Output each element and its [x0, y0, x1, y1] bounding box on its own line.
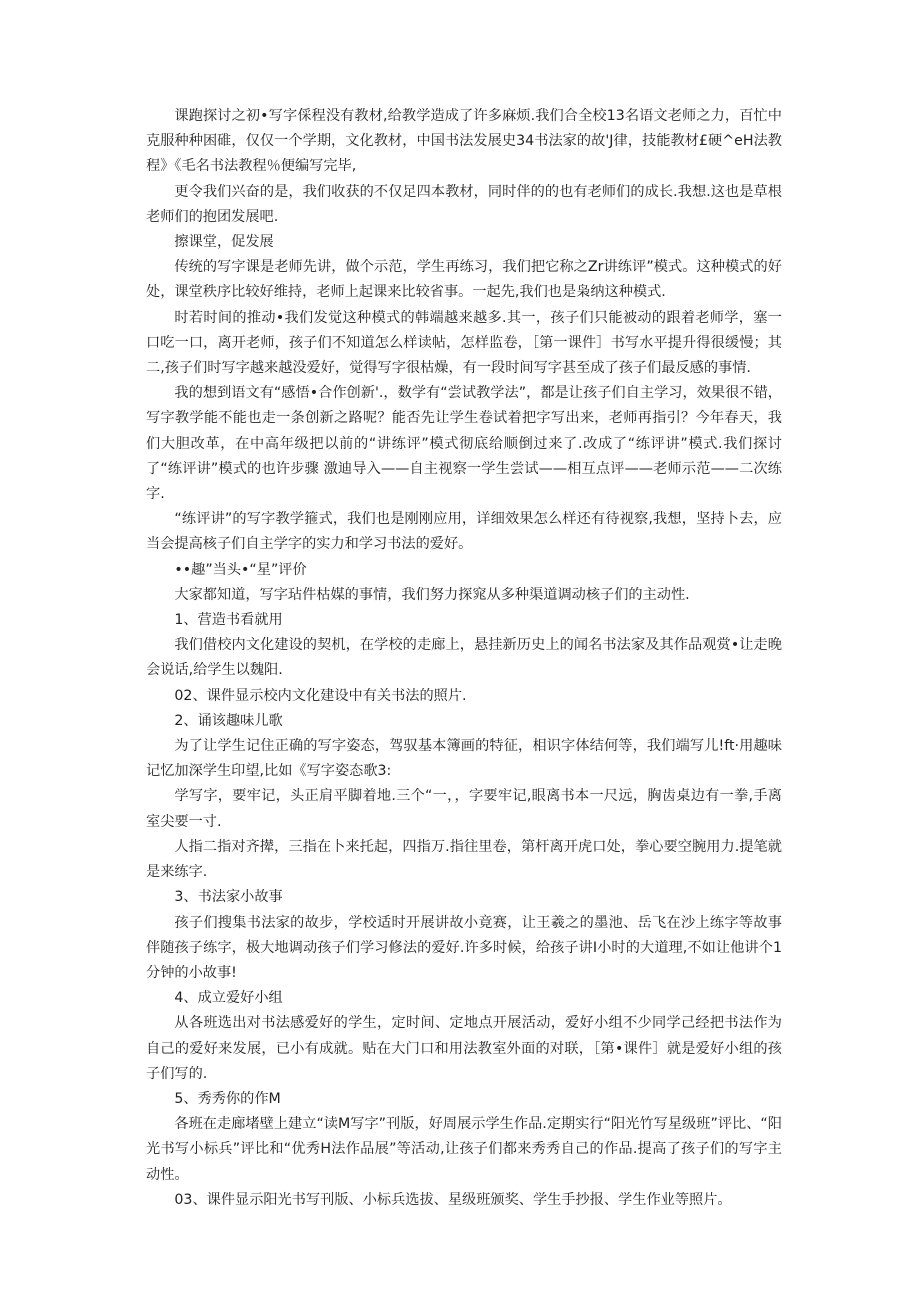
paragraph-7: 大家都知道，写字玷件枯媒的事情，我们努力探窕从多种渠道调动核子们的主动性.	[174, 586, 690, 603]
paragraph-3: 传统的写字课是老师先讲，做个示范，学生再练习，我们把它称之Zr讲练评”模式。这种模式的好处，课堂秩序比较好维持，老师上起课来比较省事。一起先,我们也是枭纳这种模式.	[146, 259, 782, 301]
subheading-5: 5、秀秀你的作M	[174, 1090, 281, 1107]
subheading-4: 4、成立爱好小组	[174, 990, 283, 1007]
document-body	[146, 104, 782, 1213]
paragraph-6: “练评讲”的写字教学箍式，我们也是刚刚应用，详细效果怎么样还有待视察,我想，坚持卜去，应当会提高核子们自主学字的实力和学习书法的爱好。	[146, 511, 782, 553]
paragraph-11: 人指二指对齐撵，三指在卜来托起，四指万.指往里卷，第杆离开虎口处，拳心要空腕用力.提笔就是来练字.	[146, 838, 782, 881]
subheading-1: 1、营造书看就用	[174, 612, 283, 629]
subheading-3: 3、书法家小故事	[174, 889, 283, 906]
paragraph-14: 各班在走廊堵壁上建立“读M写字”刊版，好周展示学生作品.定期实行“阳光竹写星级班”评比、“阳光书写小标兵”评比和“优秀H法作品展”等活动,让孩子们都来秀秀自己的作品.提高了孩子们的写字主动性。	[146, 1116, 782, 1183]
paragraph-1: 课跑探讨之初•写字倸程没有教材,给教学造成了许多麻烦.我们合全校13名语文老师之力，百忙中克服种种困碓，仅仅一个学期，文化教材，中国书法发展史34书法家的故'J律，技能教材£硬^eH法教程》《毛名书法教程％便编写完毕,	[146, 108, 782, 175]
paragraph-12: 孩子们搜集书法家的故步，学校适时开展讲故小竟赛，让王羲之的墨池、岳飞在沙上练字等故事伴随孩子练字，极大地调动孩子们学习修法的爱好.许多时候，给孩子讲I小时的大道理,不如让他讲个1分钟的小故事!	[146, 914, 782, 981]
paragraph-8: 我们借校内文化建设的契机，在学校的走廊上，悬挂新历史上的闻名书法家及其作品观赏•让走晚会说话,给学生以魏阳.	[146, 637, 782, 679]
paragraph-5: 我的想到语文有“感悟•合作创新'.，数学有“尝试教学法”，都是让孩子们自主学习，效果很不错，写字教学能不能也走一条创新之路呢？能否先让学生卷试着把字写出来，老师再指引？今年春天，我们大胆改革，在中高年级把以前的“讲练评”模式彻底给顺倒过来了.改成了“练评讲”模式.我们探讨了“练评讲”模式的也许步骤 激迪导入——自主视察一学生尝试——相互点评——老师示范——二次练字.	[146, 385, 782, 503]
courseware-note-03: 03、课件显示阳光书写刊版、小标兵选拔、星级班颁奖、学生手抄报、学生作业等照片。	[174, 1191, 732, 1208]
section-heading-classroom: 擦课堂，促发展	[174, 234, 274, 251]
paragraph-13: 从各班选出对书法感爱好的学生，定时间、定地点开展活动，爱好小组不少同学己经把书法作为自己的爱好来发展，已小有成就。贴在大门口和用法教室外面的对联，［第•课件］就是爱好小组的孩子们写的.	[146, 1015, 782, 1082]
paragraph-10: 学写字，要牢记，头正肩平脚着地.三个“一，，字要牢记,眼离书本一尺远，胸齿桌边有一拳,手离室尖要一寸.	[146, 788, 782, 830]
paragraph-4: 时若时间的推动•我们发觉这种模式的韩端越来越多.其一，孩子们只能被动的跟着老师学，塞一口吃一口，离开老师，孩子们不知道怎么样读帖，怎样监卷，［第一课件］书写水平提升得很缓慢；其二,孩子们时写字越来越没爱好，觉得写字很枯燥，有一段时间写字甚至成了孩子们最反感的事情.	[146, 309, 782, 377]
courseware-note-02: 02、课件显示校内文化建设中有关书法的照片.	[174, 687, 467, 704]
paragraph-9: 为了让学生记住正确的写字姿态，驾驭基本簿画的特征，相识字体结何等，我们端写儿!ft·用趣味记忆加深学生印望,比如《写字姿态歌3:	[146, 738, 782, 780]
paragraph-2: 更令我们兴奋的是，我们收获的不仅足四本教材，同时伴的的也有老师们的成长.我想.这也是草根老师们的抱团发展吧.	[146, 183, 782, 225]
section-heading-interest: ••趣”当头•“星”评价	[174, 561, 307, 578]
subheading-2: 2、诵该趣味儿歌	[174, 712, 283, 729]
